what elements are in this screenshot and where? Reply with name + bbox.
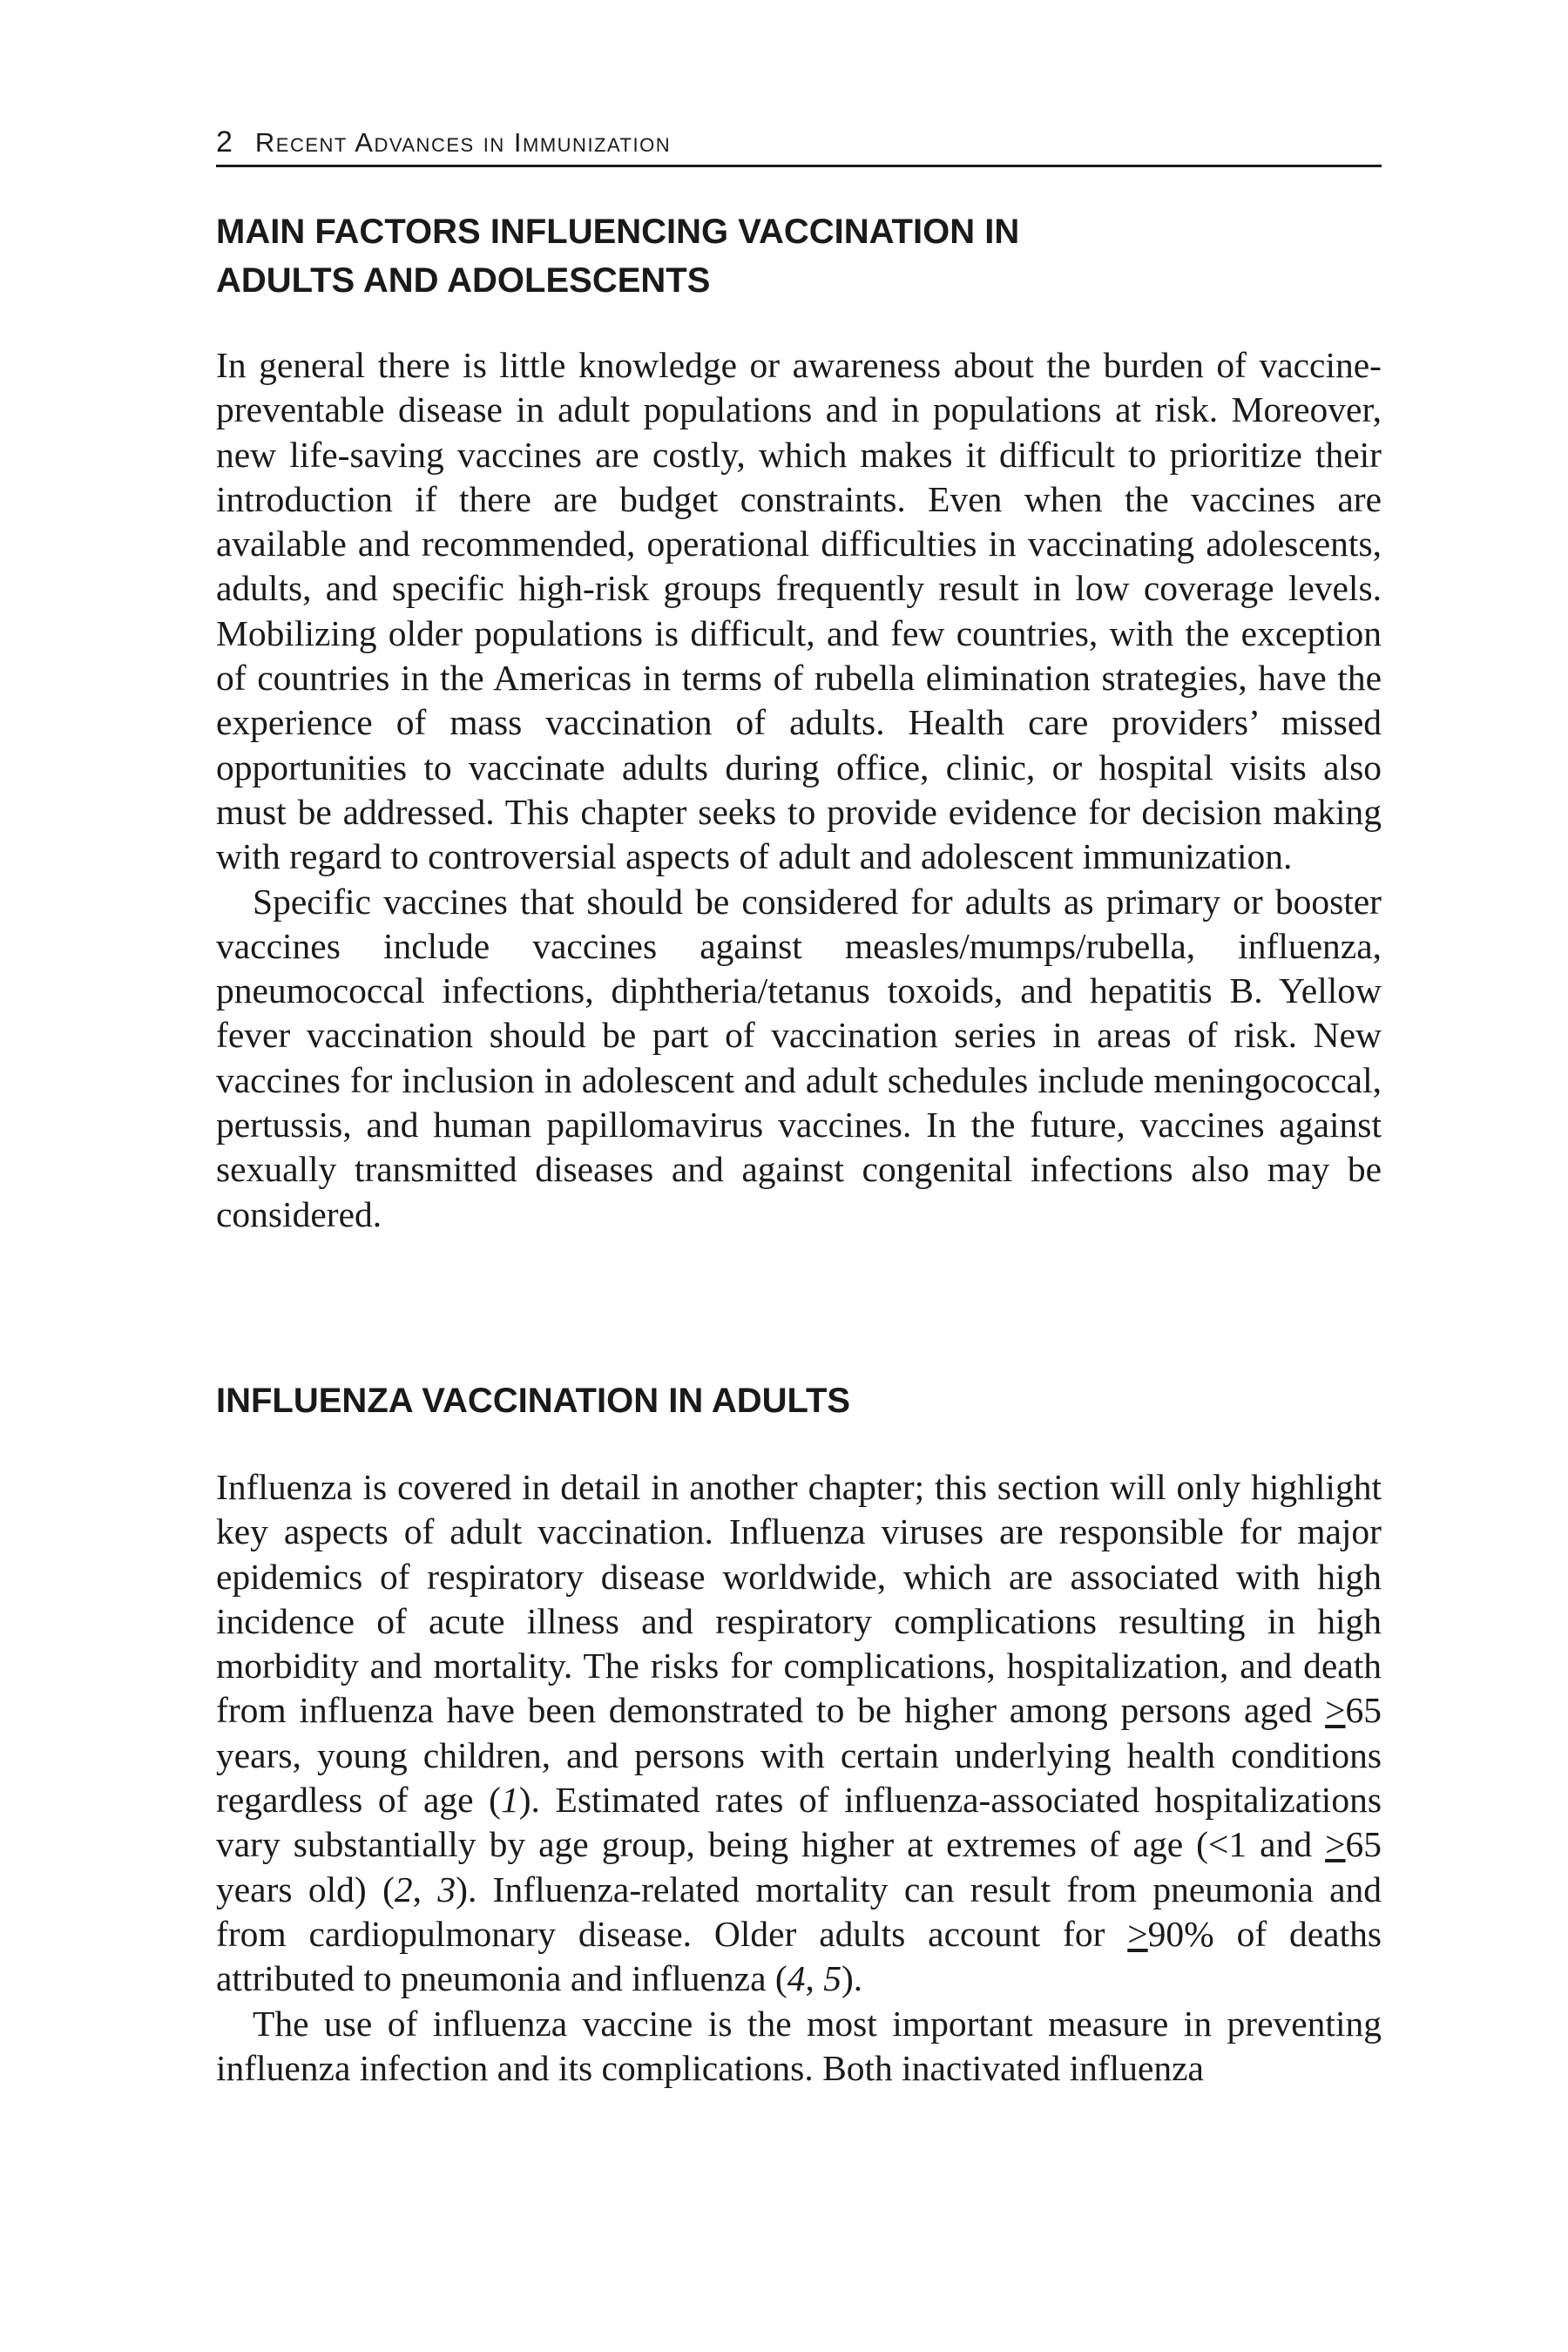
paragraph: [216, 1465, 1382, 2002]
section-heading-influenza: INFLUENZA VACCINATION IN ADULTS: [216, 1382, 851, 1420]
section-body-influenza: [216, 1465, 1382, 2091]
paragraph: In general there is little knowledge or awareness about the burden of vaccine-preventable disease in adult populations and in populations at risk. Moreover, new life-saving vaccines are costly, which makes it difficult to prioritize their introduction if there are budget constraints. Even when the vaccines are available and recommended, operational difficulties in vaccinating adolescents, adults, and specific high-risk groups frequently result in low coverage levels. Mobilizing older populations is difficult, and few countries, with the exception of countries in the Americas in terms of rubella elimination strategies, have the experience of mass vaccination of adults. Health care providers’ missed opportunities to vaccinate adults during office, clinic, or hospital visits also must be addressed. This chapter seeks to provide evidence for decision making with regard to controversial aspects of adult and adolescent immunization.: [216, 345, 1382, 877]
citation-ref: 2: [394, 1869, 413, 1909]
citation-ref: 3: [437, 1869, 456, 1909]
text-run: Influenza is covered in detail in another chapter; this section will only highlight key aspects of adult vaccination. Influenza viruses are responsible for major epidemics of respiratory disease worldwide, which are associated with high incidence of acute illness and respiratory complications resulting in high morbidity and mortality. The risks for complications, hospitalization, and death from influenza have been demonstrated to be higher among persons aged: [216, 1467, 1382, 1731]
text-run: ). Influenza-related mortality can result from pneumonia and from cardiopulmonary disease. Older adults account for: [216, 1869, 1382, 1954]
text-run: ,: [805, 1958, 824, 1999]
citation-ref: 4: [787, 1958, 806, 1999]
running-head: [216, 124, 1382, 167]
text-run: 65 years old) (: [216, 1824, 1382, 1909]
running-head-title: Recent Advances in Immunization: [254, 127, 672, 158]
ge-symbol: >: [1127, 1913, 1148, 1954]
ge-symbol: >: [1325, 1824, 1346, 1865]
paragraph: Specific vaccines that should be considered for adults as primary or booster vaccines include vaccines against measles/mumps/rubella, influenza, pneumococcal infections, diphtheria/tetanus toxoids, and hepatitis B. Yellow fever vaccination should be part of vaccination series in areas of risk. New vaccines for inclusion in adolescent and adult schedules include meningococcal, pertussis, and human papillomavirus vaccines. In the future, vaccines against sexually transmitted diseases and against congenital infections also may be considered.: [216, 881, 1382, 1234]
citation-ref: 1: [500, 1780, 519, 1821]
page-number: 2: [216, 125, 233, 159]
section-body-main-factors: [216, 343, 1382, 1237]
text-run: ,: [412, 1869, 438, 1909]
text-run: ).: [841, 1958, 863, 1999]
citation-ref: 5: [823, 1958, 841, 1999]
ge-symbol: >: [1325, 1690, 1346, 1731]
text-run: ). Estimated rates of influenza-associated hospitalizations vary substantially by age group, being higher at extremes of age (<1 and: [216, 1780, 1382, 1865]
section-heading-main-factors: [216, 207, 1382, 305]
text-run: 65 years, young children, and persons with certain underlying health conditions regardless of age (: [216, 1690, 1382, 1821]
paragraph: The use of influenza vaccine is the most important measure in preventing influenza infection and its complications. Both inactivated influenza: [216, 2003, 1382, 2088]
heading-line-1: MAIN FACTORS INFLUENCING VACCINATION IN: [216, 213, 1020, 251]
heading-line-2: ADULTS AND ADOLESCENTS: [216, 261, 711, 300]
text-run: 90% of deaths attributed to pneumonia and influenza (: [216, 1913, 1382, 1999]
